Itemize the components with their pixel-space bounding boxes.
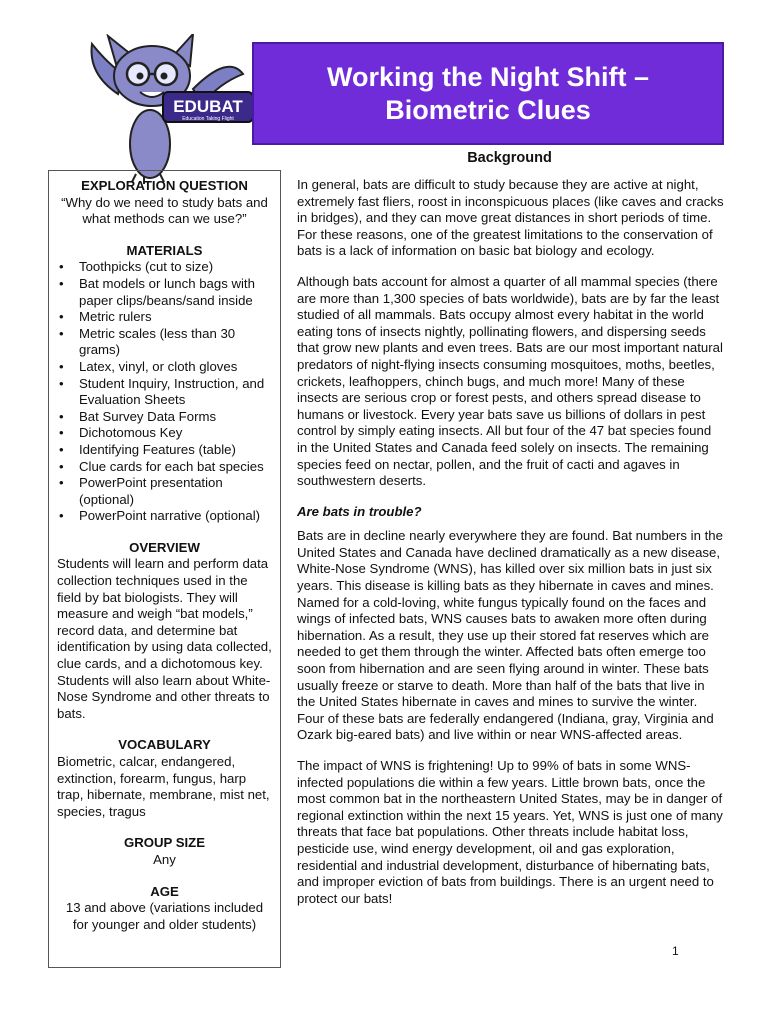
overview-text: Students will learn and perform data collection techniques used in the field by bat biologists. They will measure and weigh “bat models,” record data, and determine bat identification by using data collected, clue cards, and a dichotomous key. Students will also learn about White-Nose Syndrome and other threats to bats. xyxy=(57,556,272,721)
background-paragraph-1: In general, bats are difficult to study because they are active at night, extremely fast fliers, roost in inconspicuous places (like caves and cracks in bridges), and they can move great distances in short periods of time. For these reasons, one of the greatest limitations to the conservation of bats is a lack of information on basic bat biology and ecology. xyxy=(297,177,724,259)
materials-item: • Identifying Features (table) xyxy=(57,442,272,459)
exploration-question: “Why do we need to study bats and what methods can we use?” xyxy=(61,194,268,227)
age-heading: AGE xyxy=(150,883,179,899)
vocabulary-heading: VOCABULARY xyxy=(118,737,211,753)
materials-heading: MATERIALS xyxy=(126,242,203,258)
vocabulary-text: Biometric, calcar, endangered, extinction, forearm, fungus, harp trap, hibernate, membrane, mist net, species, tragus xyxy=(57,754,270,819)
materials-section xyxy=(57,243,272,525)
materials-item: • Bat Survey Data Forms xyxy=(57,409,272,426)
title-banner xyxy=(252,42,724,145)
overview-heading: OVERVIEW xyxy=(129,539,200,555)
title-line-2: Biometric Clues xyxy=(385,94,591,125)
materials-list xyxy=(57,259,272,525)
materials-item: • Student Inquiry, Instruction, and Evaluation Sheets xyxy=(57,376,272,409)
materials-item: • Clue cards for each bat species xyxy=(57,459,272,476)
materials-item: • Metric rulers xyxy=(57,309,272,326)
materials-item: • Latex, vinyl, or cloth gloves xyxy=(57,359,272,376)
materials-item: • Toothpicks (cut to size) xyxy=(57,259,272,276)
trouble-paragraph-1: Bats are in decline nearly everywhere they are found. Bat numbers in the United States and Canada have declined dramatically as a new disease, White-Nose Syndrome (WNS), has killed over six million bats in just six years. This disease is killing bats as they hibernate in caves and mines. Named for a cold-loving, white fungus typically found on the faces and wings of infected bats, WNS causes bats to awaken more often during hibernation. As a result, they use up their stored fat reserves which are needed to get them through the winter. Affected bats often emerge too soon from hibernation and are seen flying around in winter. These bats usually freeze or starve to death. More than half of the bats that live in the United States hibernate in caves and mines to survive the winter. Four of these bats are federally endangered (Indiana, gray, Virginia and Ozark big-eared bats) and live within or near WNS-affected areas. xyxy=(297,528,723,743)
materials-item: • PowerPoint narrative (optional) xyxy=(57,508,272,525)
materials-item: • Metric scales (less than 30 grams) xyxy=(57,326,272,359)
group-size-value: Any xyxy=(153,851,176,867)
overview-section xyxy=(57,540,272,723)
exploration-heading: EXPLORATION QUESTION xyxy=(81,178,248,193)
bats-in-trouble-heading: Are bats in trouble? xyxy=(297,503,422,519)
sidebar-box xyxy=(48,170,281,968)
materials-item: • Dichotomous Key xyxy=(57,425,272,442)
group-size-section xyxy=(57,835,272,868)
age-value: 13 and above (variations included for younger and older students) xyxy=(65,900,264,932)
title-line-1: Working the Night Shift – xyxy=(327,61,649,92)
edubat-logo xyxy=(78,34,258,184)
materials-item: • PowerPoint presentation (optional) xyxy=(57,475,272,508)
background-paragraph-2: Although bats account for almost a quarter of all mammal species (there are more than 1,300 species of bats worldwide), bats are by far the least studied of all mammals. Bats occupy almost every habitat in the world eating tons of insects nightly, pollinating flowers, and dispersing seeds that grow new plants and even trees. Bats are our most important natural predators of night-flying insects consuming mosquitoes, moths, beetles, crickets, leafhoppers, chinch bugs, and much more! Many of these insects are serious crop or forest pests, and others spread disease to humans or livestock. Every year bats save us billions of dollars in pest control by simply eating insects. All but four of the 47 bat species found in the United States and Canada feed solely on insects. The remaining species feed on nectar, pollen, and the fruit of cacti and agaves in southwestern deserts. xyxy=(297,273,723,489)
exploration-section xyxy=(57,178,272,228)
page-number: 1 xyxy=(672,944,679,958)
logo-text: EDUBAT xyxy=(173,97,243,116)
age-section xyxy=(57,884,272,934)
logo-tagline: Education Taking Flight xyxy=(182,116,234,122)
main-column xyxy=(297,177,725,921)
trouble-paragraph-2: The impact of WNS is frightening! Up to 99% of bats in some WNS-infected populations die within a few years. Little brown bats, once the most common bat in the northeastern United States, may be in danger of regional extinction within the next 15 years. Yet, WNS is just one of many threats that face bat populations. Other threats include habitat loss, pesticide use, wind energy development, oil and gas exploration, residential and industrial development, disturbance of hibernating bats, and improper eviction of bats from buildings. There is an urgent need to protect our bats! xyxy=(297,758,723,906)
materials-item: • Bat models or lunch bags with paper clips/beans/sand inside xyxy=(57,276,272,309)
vocabulary-section xyxy=(57,737,272,820)
background-heading: Background xyxy=(467,150,552,166)
group-size-heading: GROUP SIZE xyxy=(123,835,206,851)
